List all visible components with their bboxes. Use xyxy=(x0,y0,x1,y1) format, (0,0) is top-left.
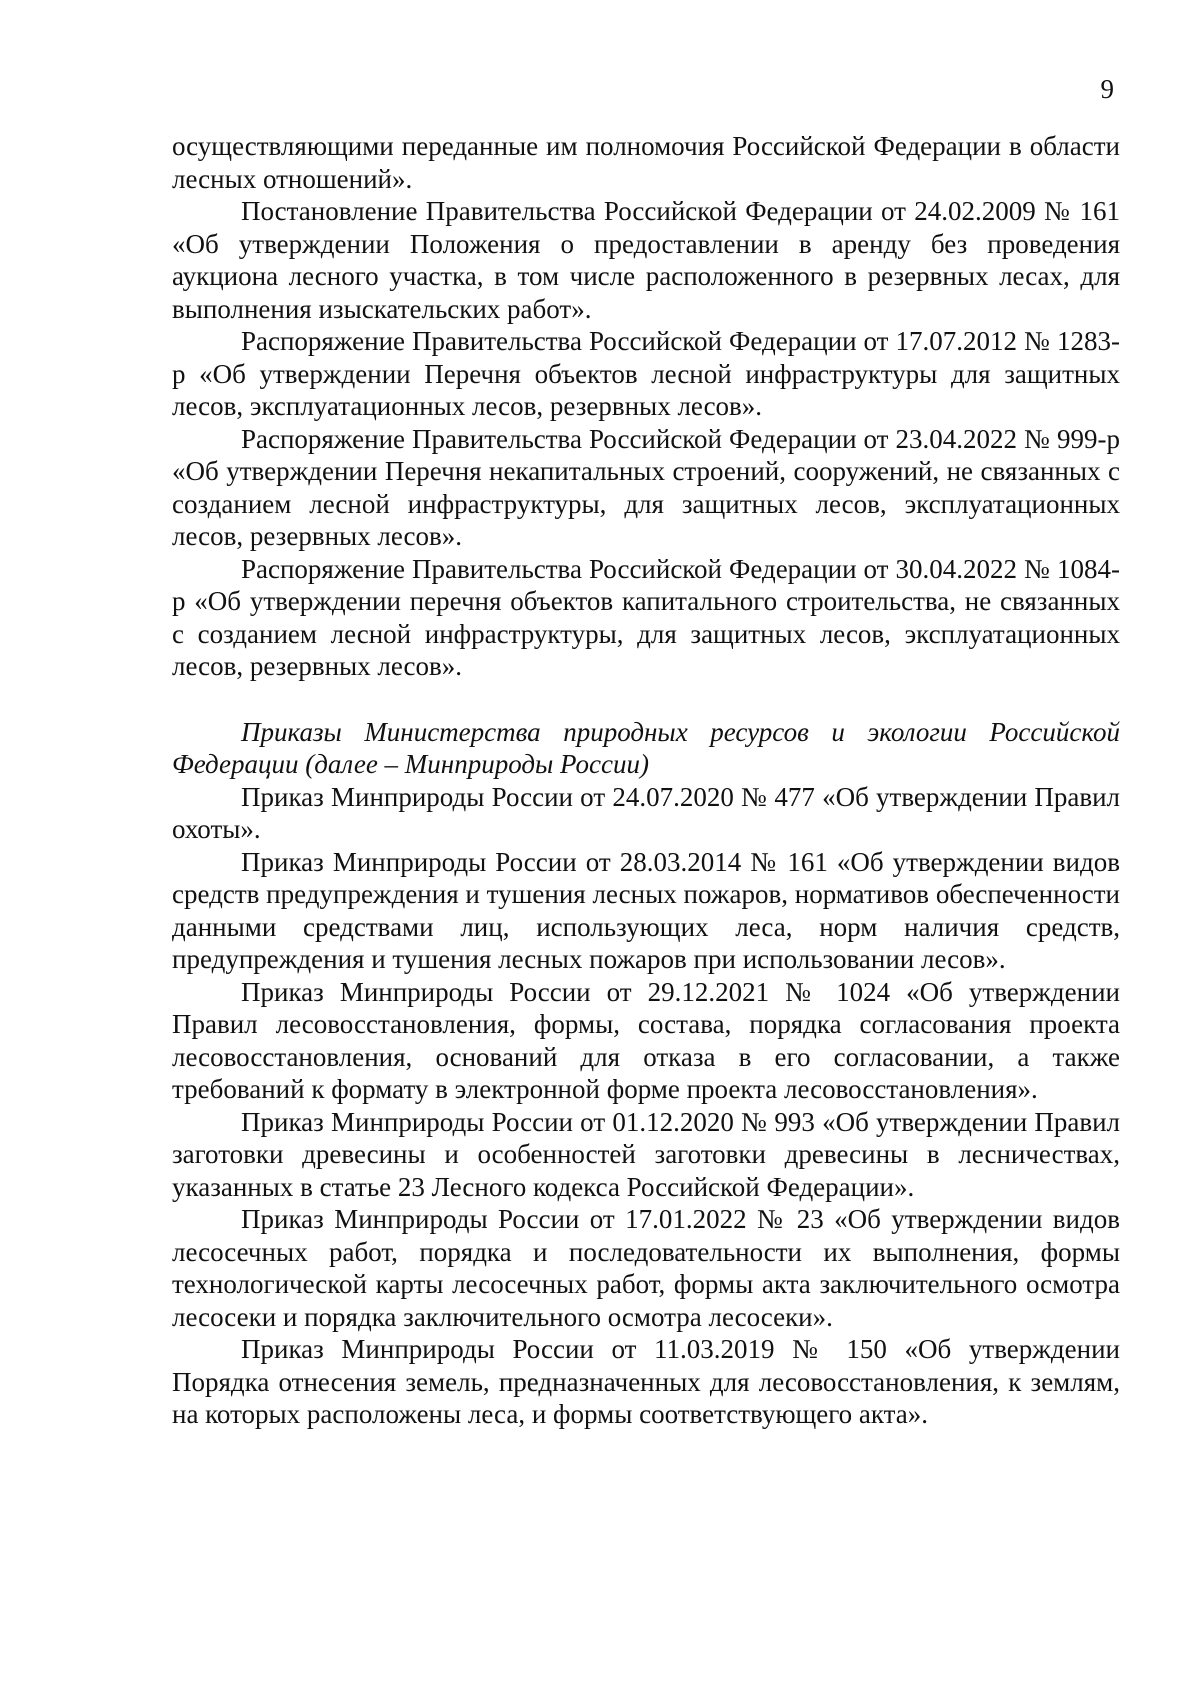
document-body xyxy=(172,130,1120,1431)
page-number: 9 xyxy=(1100,74,1114,104)
paragraph-order-999-r: Распоряжение Правительства Российской Федерации от 23.04.2022 № 999-р «Об утверждении Перечня некапитальных строений, сооружений, не связанных с созданием лесной инфраструктуры, для защитных лесов, эксплуатационных лесов, резервных лесов». xyxy=(172,423,1120,551)
section-spacer xyxy=(172,683,1120,716)
paragraph-order-161: Приказ Минприроды России от 28.03.2014 № 161 «Об утверждении видов средств предупреждения и тушения лесных пожаров, нормативов обеспеченности данными средствами лиц, использующих леса, норм наличия средств, предупреждения и тушения лесных пожаров при использовании лесов». xyxy=(172,846,1120,974)
section-heading: Приказы Министерства природных ресурсов и экологии Российской Федерации (далее – Минприроды России) xyxy=(172,716,1120,779)
paragraph-resolution-161: Постановление Правительства Российской Федерации от 24.02.2009 № 161 «Об утверждении Положения о предоставлении в аренду без проведения аукциона лесного участка, в том числе расположенного в резервных лесах, для выполнения изыскательских работ». xyxy=(172,196,1120,324)
paragraph-order-1084-r: Распоряжение Правительства Российской Федерации от 30.04.2022 № 1084-р «Об утверждении перечня объектов капитального строительства, не связанных с созданием лесной инфраструктуры, для защитных лесов, эксплуатационных лесов, резервных лесов». xyxy=(172,553,1120,681)
paragraph-order-150: Приказ Минприроды России от 11.03.2019 № 150 «Об утверждении Порядка отнесения земель, предназначенных для лесовосстановления, к землям, на которых расположены леса, и формы соответствующего акта». xyxy=(172,1334,1120,1429)
paragraph-order-477: Приказ Минприроды России от 24.07.2020 № 477 «Об утверждении Правил охоты». xyxy=(172,781,1120,844)
paragraph-order-993: Приказ Минприроды России от 01.12.2020 № 993 «Об утверждении Правил заготовки древесины и особенностей заготовки древесины в лесничествах, указанных в статье 23 Лесного кодекса Российской Федерации». xyxy=(172,1106,1120,1202)
paragraph-continuation: осуществляющими переданные им полномочия Российской Федерации в области лесных отношений». xyxy=(172,131,1120,194)
paragraph-order-1024: Приказ Минприроды России от 29.12.2021 № 1024 «Об утверждении Правил лесовосстановления, формы, состава, порядка согласования проекта лесовосстановления, оснований для отказа в его согласовании, а также требований к формату в электронной форме проекта лесовосстановления». xyxy=(172,976,1120,1104)
paragraph-order-23: Приказ Минприроды России от 17.01.2022 № 23 «Об утверждении видов лесосечных работ, порядка и последовательности их выполнения, формы технологической карты лесосечных работ, формы акта заключительного осмотра лесосеки и порядка заключительного осмотра лесосеки». xyxy=(172,1204,1120,1332)
paragraph-order-1283-r: Распоряжение Правительства Российской Федерации от 17.07.2012 № 1283-р «Об утверждении Перечня объектов лесной инфраструктуры для защитных лесов, эксплуатационных лесов, резервных лесов». xyxy=(172,326,1120,421)
